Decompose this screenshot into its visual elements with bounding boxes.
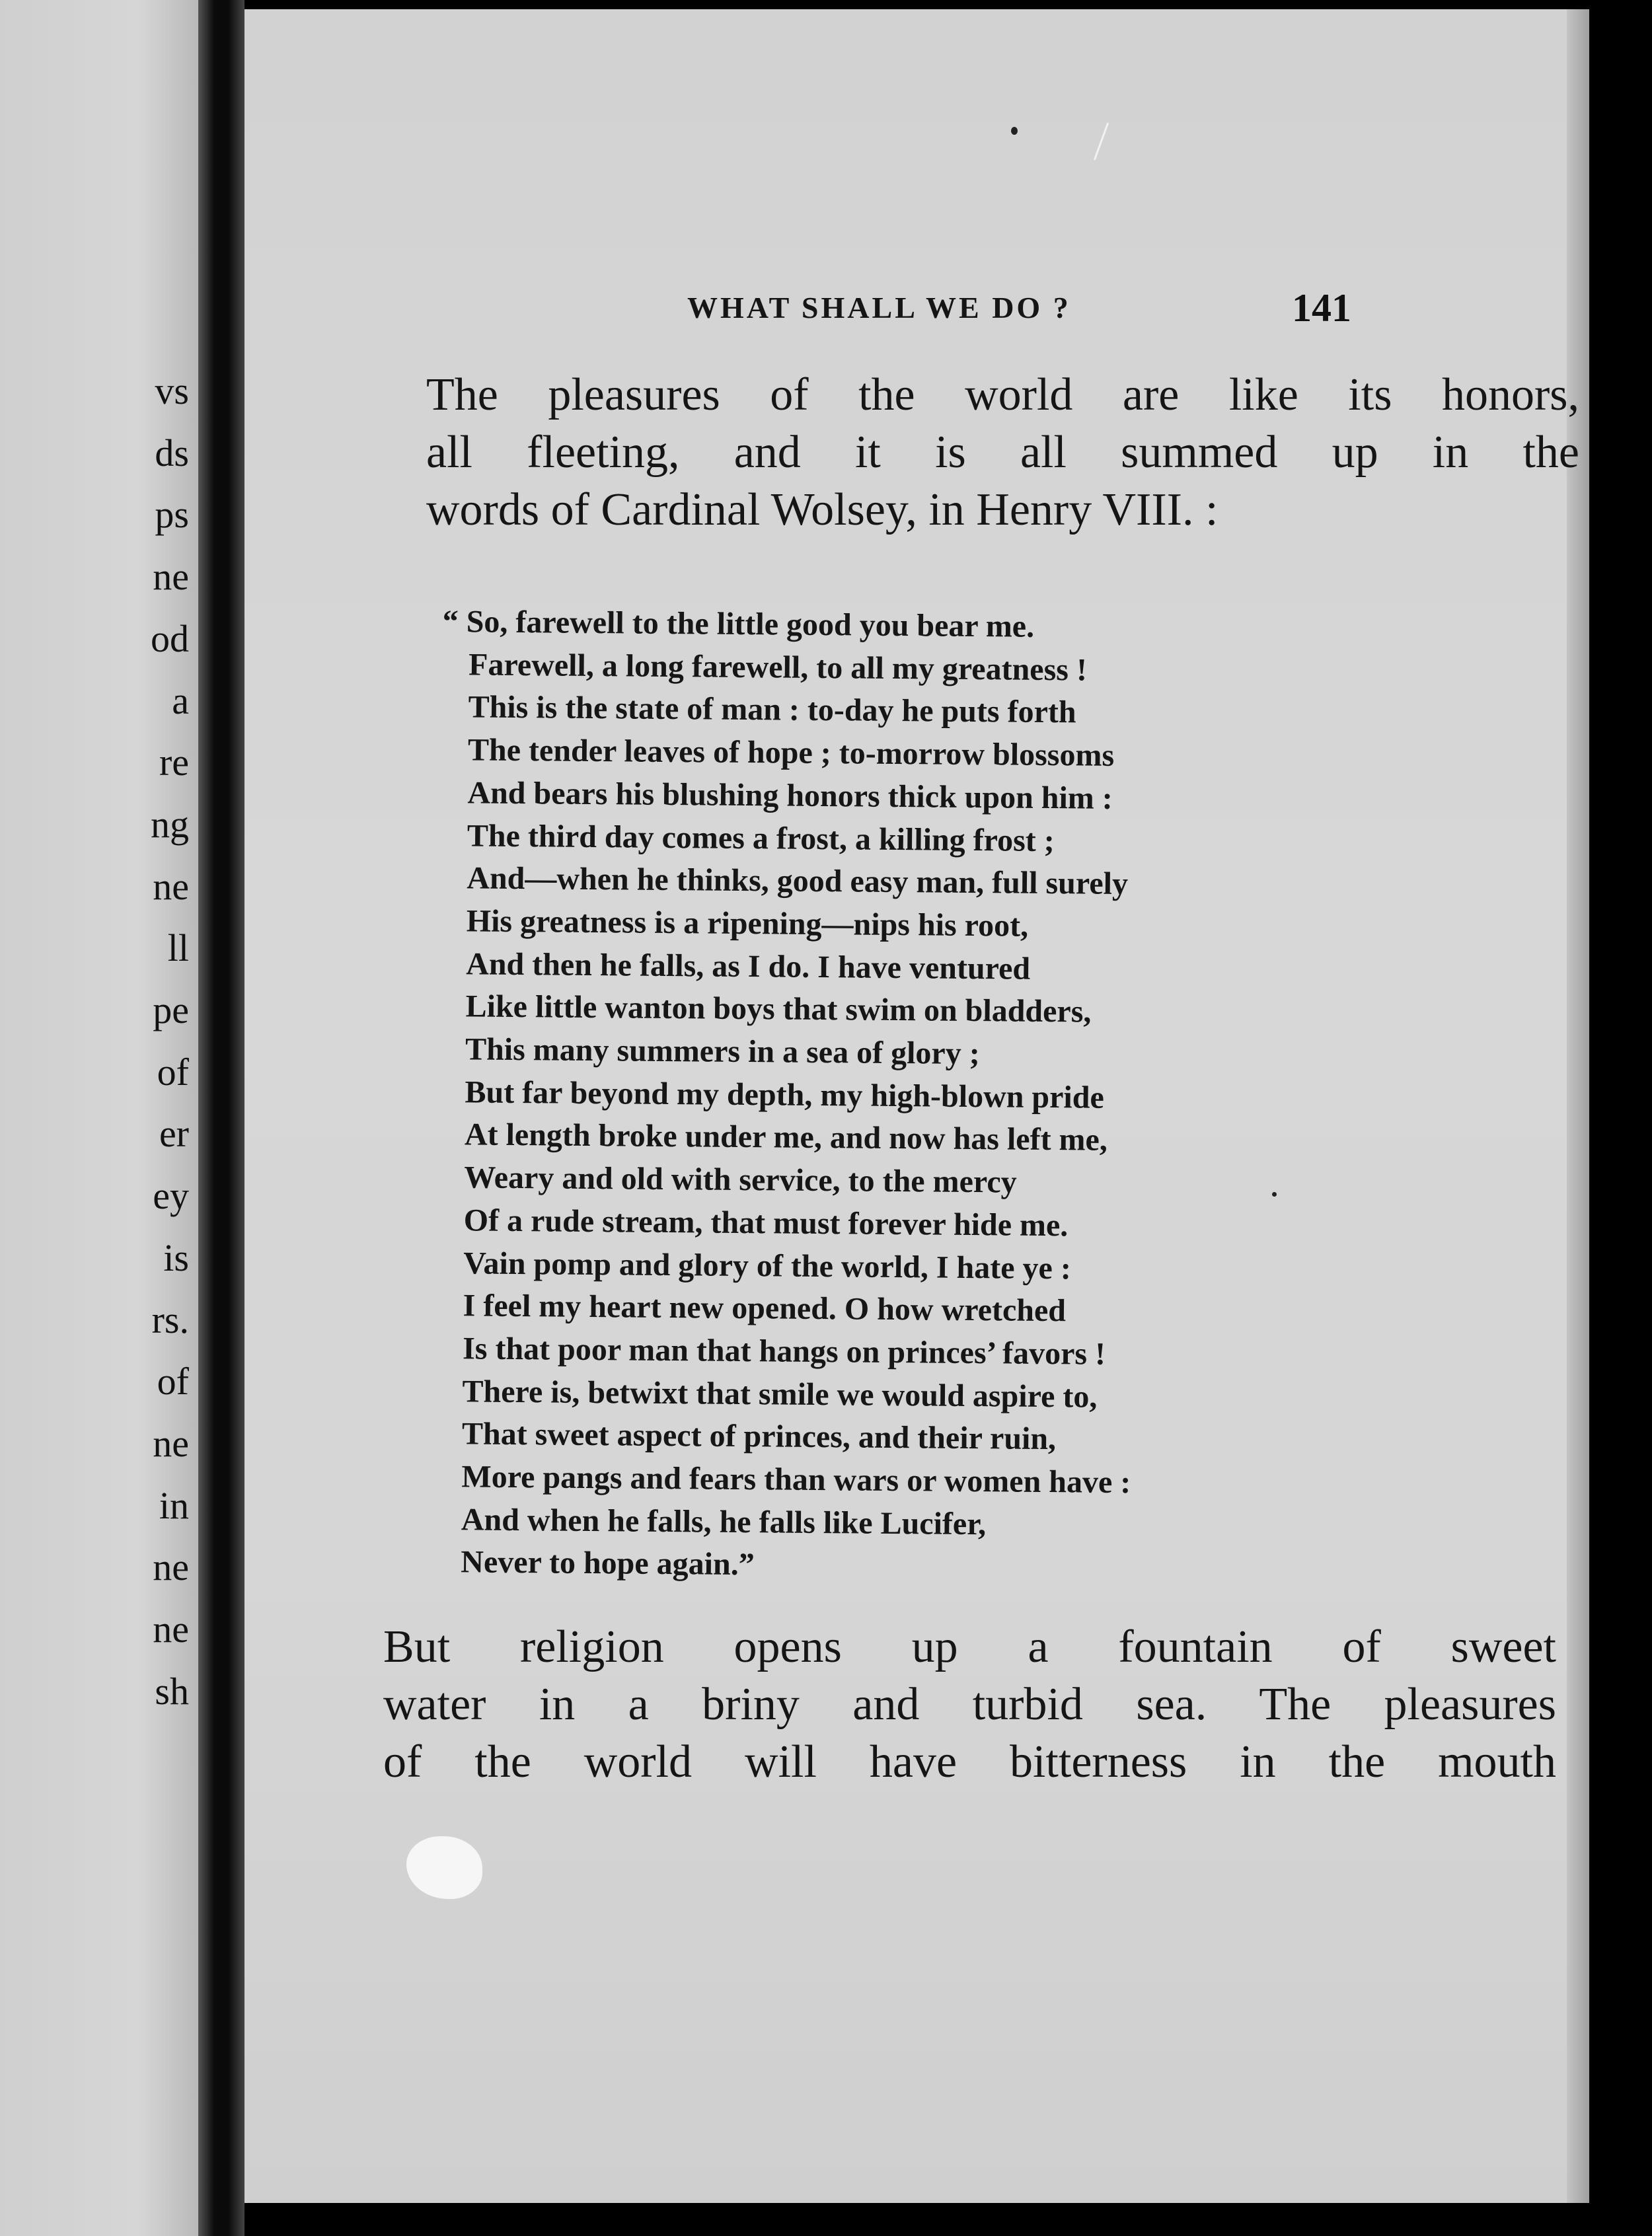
facing-line: ne (153, 1608, 189, 1651)
book-page (244, 9, 1589, 2203)
ink-speck (1011, 127, 1018, 135)
verse-line: But far beyond my depth, my high-blown pride (465, 1074, 1105, 1115)
verse-line: More pangs and fears than wars or women have : (461, 1459, 1131, 1501)
facing-line: ng (151, 802, 189, 846)
verse-line: Vain pomp and glory of the world, I hate ye : (463, 1245, 1072, 1286)
verse-line: And then he falls, as I do. I have ventured (465, 946, 1031, 987)
verse-line: This is the state of man : to-day he puts forth (468, 689, 1076, 730)
verse-line: There is, betwixt that smile we would aspire to, (462, 1373, 1098, 1415)
facing-line: is (163, 1236, 189, 1279)
facing-line: vs (155, 369, 189, 412)
verse-line: Like little wanton boys that swim on bladders, (465, 988, 1092, 1029)
intro-paragraph (426, 366, 1579, 539)
verse-line: And bears his blushing honors thick upon him : (467, 775, 1113, 816)
verse-line: Never to hope again.” (461, 1544, 755, 1583)
facing-line: ds (155, 431, 189, 474)
running-title: WHAT SHALL WE DO ? (687, 291, 1071, 324)
facing-line: ps (155, 493, 189, 537)
verse-line: Farewell, a long farewell, to all my greatness ! (468, 647, 1088, 688)
facing-line: in (159, 1483, 189, 1527)
facing-line: ne (153, 1546, 189, 1589)
text-line: words of Cardinal Wolsey, in Henry VIII. : (426, 484, 1219, 535)
verse-line: Of a rude stream, that must forever hide me. (463, 1203, 1069, 1244)
facing-line: ne (153, 555, 189, 599)
facing-page-text (151, 360, 189, 1722)
verse-line: “ So, farewell to the little good you bear me. (442, 603, 1035, 644)
facing-line: ll (167, 926, 189, 970)
book-gutter (198, 0, 244, 2236)
verse-line: His greatness is a ripening—nips his root, (466, 903, 1029, 944)
facing-line: sh (155, 1669, 189, 1713)
facing-line: rs. (151, 1298, 189, 1341)
closing-paragraph (383, 1618, 1556, 1791)
verse-line: Is that poor man that hangs on princes’ favors ! (462, 1331, 1106, 1372)
verse-line: At length broke under me, and now has left me, (464, 1117, 1108, 1158)
facing-line: ne (153, 864, 189, 908)
verse-line: The third day comes a frost, a killing frost ; (467, 817, 1055, 858)
facing-line: a (172, 679, 189, 722)
facing-line: er (159, 1112, 189, 1156)
verse-line: Weary and old with service, to the mercy (464, 1160, 1017, 1200)
verse-line: And—when he thinks, good easy man, full surely (467, 860, 1129, 902)
facing-line: re (159, 741, 189, 784)
verse-line: And when he falls, he falls like Lucifer, (461, 1502, 987, 1542)
paper-damage-blot (406, 1836, 482, 1899)
facing-page (0, 0, 198, 2236)
facing-line: od (151, 616, 189, 660)
facing-line: ne (153, 1421, 189, 1465)
facing-line: pe (153, 988, 189, 1032)
page-number: 141 (1292, 286, 1351, 330)
verse-line: I feel my heart new opened. O how wretched (463, 1288, 1067, 1329)
text-line: But religion opens up a fountain of sweet (383, 1621, 1556, 1672)
facing-line: of (157, 1050, 189, 1094)
text-line: water in a briny and turbid sea. The pleasures (383, 1679, 1556, 1730)
text-line: all fleeting, and it is all summed up in the (426, 427, 1579, 478)
facing-line: ey (153, 1174, 189, 1218)
verse-line: That sweet aspect of princes, and their ruin, (461, 1416, 1057, 1457)
ink-speck (1272, 1192, 1277, 1197)
verse-line: The tender leaves of hope ; to-morrow blossoms (467, 732, 1115, 773)
ink-speck (1094, 122, 1109, 160)
text-line: of the world will have bitterness in the mouth (383, 1736, 1556, 1787)
page-edge (1567, 9, 1589, 2203)
text-line: The pleasures of the world are like its honors, (426, 369, 1579, 420)
verse-line: This many summers in a sea of glory ; (465, 1031, 980, 1072)
verse-quotation (434, 601, 1139, 1590)
facing-line: of (157, 1360, 189, 1403)
